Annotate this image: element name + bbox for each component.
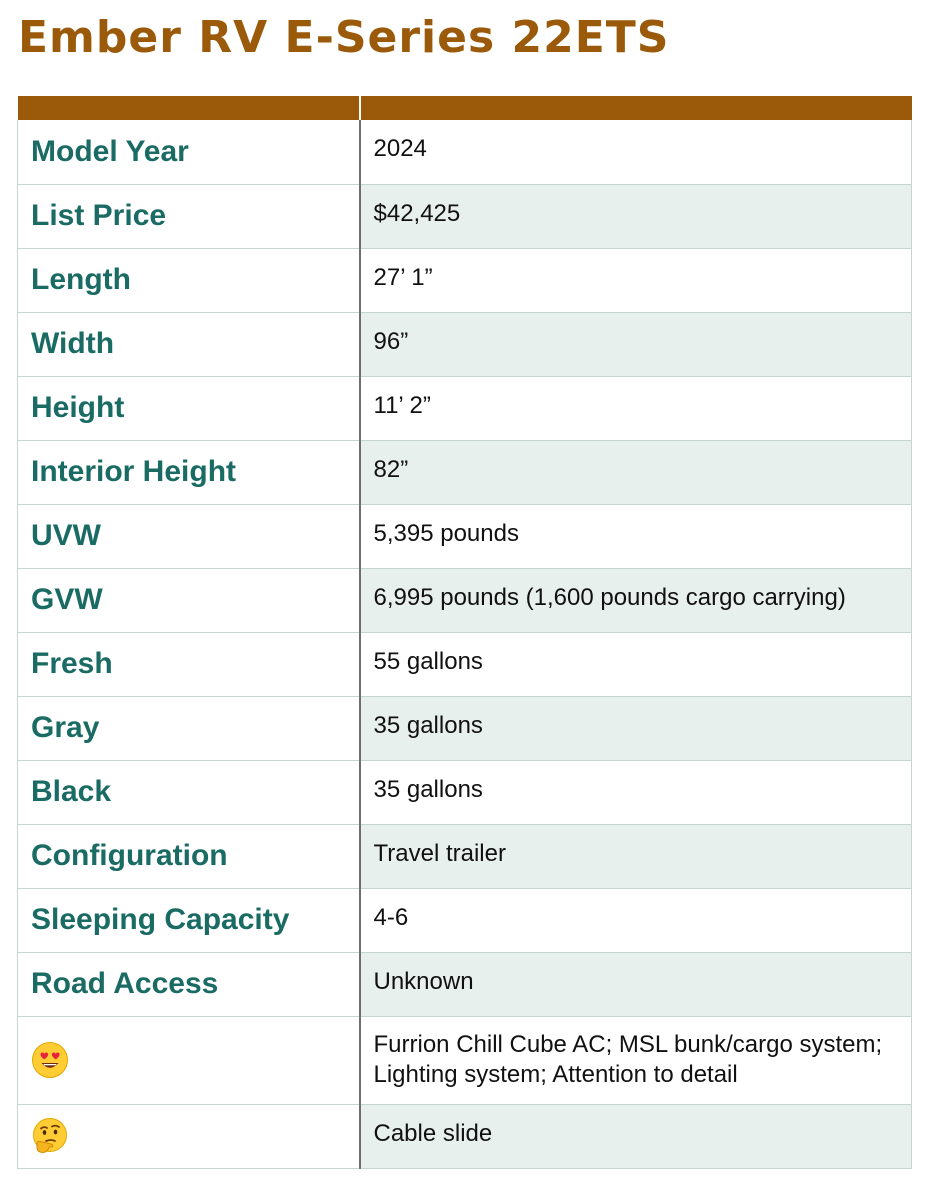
row-label: Height bbox=[18, 376, 360, 440]
row-value: 96” bbox=[360, 312, 912, 376]
row-label: Length bbox=[18, 248, 360, 312]
row-label: Road Access bbox=[18, 952, 360, 1016]
row-label: Sleeping Capacity bbox=[18, 888, 360, 952]
row-value: 35 gallons bbox=[360, 696, 912, 760]
row-label: Model Year bbox=[18, 120, 360, 184]
table-row bbox=[18, 760, 912, 824]
row-value: 82” bbox=[360, 440, 912, 504]
table-header-row bbox=[18, 96, 912, 120]
header-cell-value bbox=[360, 96, 912, 120]
row-label: List Price bbox=[18, 184, 360, 248]
table-row bbox=[18, 504, 912, 568]
thinking-face-emoji-icon bbox=[31, 1117, 69, 1155]
table-row bbox=[18, 184, 912, 248]
row-value: 6,995 pounds (1,600 pounds cargo carrying) bbox=[360, 568, 912, 632]
row-label: Interior Height bbox=[18, 440, 360, 504]
table-row bbox=[18, 568, 912, 632]
table-row-likes bbox=[18, 1016, 912, 1104]
row-label: UVW bbox=[18, 504, 360, 568]
row-value: Unknown bbox=[360, 952, 912, 1016]
page-title: Ember RV E-Series 22ETS bbox=[18, 12, 670, 63]
row-value: 2024 bbox=[360, 120, 912, 184]
header-cell-label bbox=[18, 96, 360, 120]
row-value: 27’ 1” bbox=[360, 248, 912, 312]
table-row bbox=[18, 248, 912, 312]
row-label: Width bbox=[18, 312, 360, 376]
row-value: 55 gallons bbox=[360, 632, 912, 696]
row-value: 5,395 pounds bbox=[360, 504, 912, 568]
table-row bbox=[18, 120, 912, 184]
table-row bbox=[18, 888, 912, 952]
row-value: 11’ 2” bbox=[360, 376, 912, 440]
row-label: Fresh bbox=[18, 632, 360, 696]
table-row bbox=[18, 312, 912, 376]
row-label: Gray bbox=[18, 696, 360, 760]
table-row bbox=[18, 824, 912, 888]
table-row bbox=[18, 376, 912, 440]
row-label: Black bbox=[18, 760, 360, 824]
specs-table bbox=[17, 96, 912, 1169]
row-value: Furrion Chill Cube AC; MSL bunk/cargo system; Lighting system; Attention to detail bbox=[360, 1016, 912, 1104]
row-label-icon-cell bbox=[18, 1016, 360, 1104]
row-label: GVW bbox=[18, 568, 360, 632]
row-value: $42,425 bbox=[360, 184, 912, 248]
row-value: 4-6 bbox=[360, 888, 912, 952]
table-row bbox=[18, 696, 912, 760]
table-row-dislikes bbox=[18, 1104, 912, 1168]
row-label-icon-cell bbox=[18, 1104, 360, 1168]
table-row bbox=[18, 632, 912, 696]
row-value: 35 gallons bbox=[360, 760, 912, 824]
heart-eyes-emoji-icon bbox=[31, 1041, 69, 1079]
row-value: Cable slide bbox=[360, 1104, 912, 1168]
table-row bbox=[18, 952, 912, 1016]
table-row bbox=[18, 440, 912, 504]
row-label: Configuration bbox=[18, 824, 360, 888]
row-value: Travel trailer bbox=[360, 824, 912, 888]
